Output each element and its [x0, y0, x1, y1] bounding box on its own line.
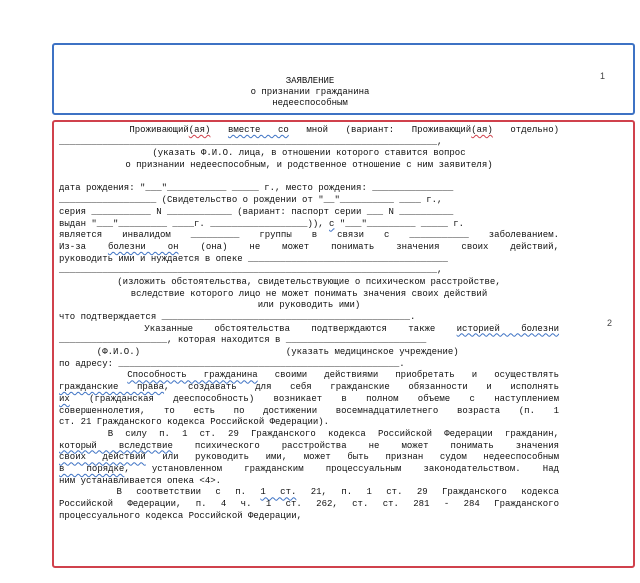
- spellcheck-mark: в порядке: [59, 463, 125, 474]
- spellcheck-mark: гражданские права: [59, 382, 165, 393]
- text-line: руководить ими и нуждается в опеке _____________________________________: [59, 253, 448, 264]
- text-line: В соответствии с п. 1 ст. 21, п. 1 ст. 29 Гражданского кодекса: [59, 487, 559, 498]
- document-title: [60, 76, 560, 109]
- text-line: ____________________, которая находится в __________________________: [59, 335, 427, 346]
- text-line: Проживающий(ая) вместе со мной (вариант: Проживающий(ая) отдельно): [59, 125, 560, 135]
- text-line: Указанные обстоятельства подтверждаются также историей болезни: [59, 323, 560, 334]
- spellcheck-mark: с: [329, 218, 335, 229]
- spellcheck-mark: (ая): [471, 125, 493, 135]
- title-line-1: ЗАЯВЛЕНИЕ: [285, 76, 335, 86]
- text-line: Из-за болезни он (она) не может понимать значения своих действий,: [59, 241, 559, 252]
- page-number-1: 1: [600, 71, 606, 81]
- text-line: который вследствие психического расстройства не может понимать значения: [59, 440, 560, 451]
- spellcheck-mark: вместе со: [227, 125, 289, 135]
- text-line: (изложить обстоятельства, свидетельствующие о психическом расстройстве,: [117, 276, 501, 287]
- text-line: по адресу: ____________________________________________________.: [59, 358, 405, 369]
- title-line-3: недееспособным: [272, 98, 348, 108]
- text-line: В силу п. 1 ст. 29 Гражданского кодекса Российской Федерации гражданин,: [59, 428, 559, 439]
- text-line: их (гражданская дееспособность) возникает в полном объеме с наступлением: [59, 393, 559, 404]
- spellcheck-mark: историей болезни: [456, 323, 560, 334]
- text-line: выдан "___"_________ ____г. __________________)), с "___"_________ _____ г.: [59, 218, 465, 229]
- text-line: ______________________________________________________________________,: [59, 136, 443, 147]
- text-line: гражданские права, создавать для себя гражданские обязанности и исполнять: [59, 382, 559, 393]
- document-body: [59, 125, 559, 522]
- spellcheck-mark: 1 ст.: [260, 487, 297, 498]
- text-line: (указать Ф.И.О. лица, в отношении которого ставится вопрос: [152, 148, 466, 159]
- spellcheck-mark: который вследствие: [59, 440, 173, 451]
- text-line: дата рождения: "___"___________ _____ г., место рождения: _______________: [59, 183, 454, 194]
- text-line: Способность гражданина своими действиями приобретать и осуществлять: [127, 370, 560, 381]
- title-line-2: о признании гражданина: [250, 87, 370, 97]
- text-line: ним устанавливается опека <4>.: [59, 475, 222, 486]
- spellcheck-mark: болезни он: [107, 241, 179, 252]
- page-number-2: 2: [607, 318, 613, 328]
- text-line: совершеннолетия, то есть по достижении восемнадцатилетнего возраста (п. 1: [59, 405, 559, 416]
- spellcheck-mark: Способность гражданина: [127, 370, 258, 381]
- text-line: что подтверждается ______________________________________________.: [59, 312, 416, 322]
- text-line: ______________________________________________________________________,: [59, 265, 443, 276]
- spellcheck-mark: их: [59, 393, 70, 404]
- text-line: ст. 21 Гражданского кодекса Российской Федерации).: [59, 417, 330, 428]
- text-line: является инвалидом _________ группы в связи с ___________ заболеванием.: [59, 230, 559, 241]
- text-line: Российской Федерации, п. 4 ч. 1 ст. 262, ст. ст. 281 - 284 Гражданского: [59, 499, 559, 509]
- text-line: о признании недееспособным, и родственное отношение с ним заявителя): [125, 160, 493, 171]
- spellcheck-mark: (ая): [188, 125, 211, 135]
- text-line: __________________ (Свидетельство о рождении от "__"__________ ____ г.,: [59, 195, 443, 206]
- text-line: [59, 172, 559, 184]
- text-line: (Ф.И.О.) (указать медицинское учреждение): [59, 347, 459, 358]
- text-line: в порядке, установленном гражданским процессуальным законодательством. Над: [59, 463, 560, 474]
- text-line: процессуального кодекса Российской Федерации,: [59, 510, 303, 521]
- spellcheck-mark: своих действий: [59, 452, 146, 463]
- text-line: серия ___________ N ____________ (вариант: паспорт серии ___ N __________: [59, 206, 454, 217]
- text-line: своих действий или руководить ими, может быть признан судом недееспособным: [59, 452, 559, 463]
- text-line: вследствие которого лицо не может понимать значения своих действий: [130, 288, 488, 299]
- text-line: или руководить ими): [257, 300, 361, 311]
